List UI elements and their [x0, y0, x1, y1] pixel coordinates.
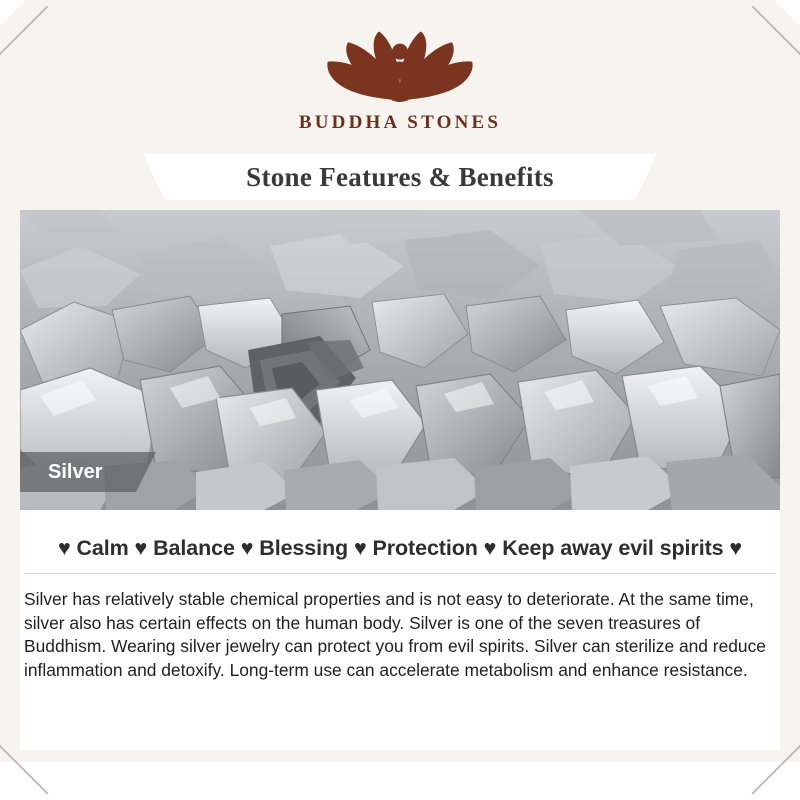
corner-decoration-top-left	[0, 0, 26, 26]
stone-description: Silver has relatively stable chemical properties and is not easy to deteriorate. At the same time, silver also has certain effects on the human body. Silver is one of the seven treasures of Buddhism. Wearing silver jewelry can protect you from evil spirits. Silver can sterilize and reduce inflammation and detoxify. Long-term use can accelerate metabolism and enhance resistance.	[24, 589, 766, 681]
brand-name: BUDDHA STONES	[298, 112, 502, 133]
corner-decoration-bottom-left	[0, 774, 26, 800]
corner-decoration-top-right	[774, 0, 800, 26]
lotus-meditation-figure-icon	[316, 18, 484, 110]
footer-spacer	[0, 762, 800, 800]
corner-decoration-bottom-right	[774, 774, 800, 800]
page-title: Stone Features & Benefits	[246, 161, 554, 192]
hero-image	[20, 210, 780, 510]
section-divider	[24, 573, 776, 574]
section-title-banner	[165, 154, 635, 200]
stone-name-label: Silver	[20, 452, 136, 492]
benefits-keywords: ♥ Calm ♥ Balance ♥ Blessing ♥ Protection ♥ Keep away evil spirits ♥	[57, 536, 743, 560]
benefits-section	[20, 510, 780, 750]
brand-header	[0, 0, 800, 148]
